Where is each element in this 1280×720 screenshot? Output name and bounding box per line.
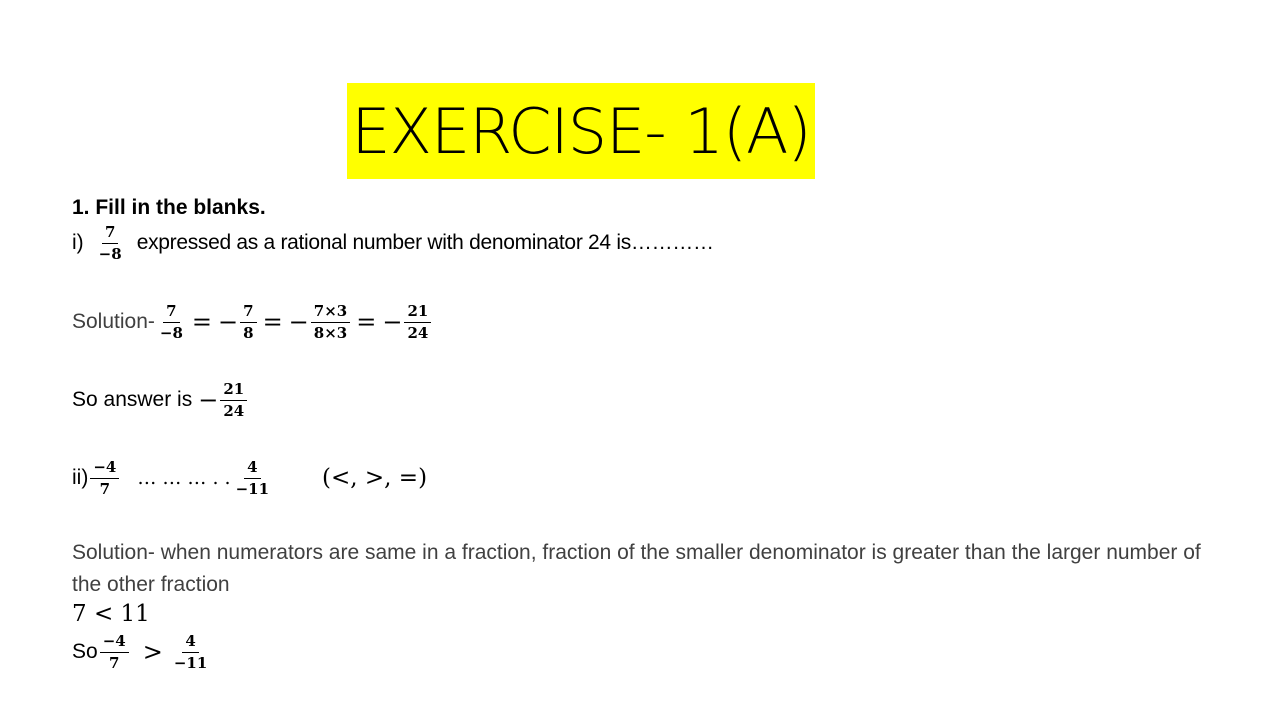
solution-i-line <box>72 303 433 341</box>
numerator: 4 <box>182 633 198 653</box>
denominator: 24 <box>407 323 429 342</box>
equals-sign: = <box>356 308 377 336</box>
minus-sign: − <box>382 308 403 336</box>
denominator: −8 <box>159 323 183 342</box>
solution-ii-paragraph: Solution- when numerators are same in a fraction, fraction of the smaller denominator is greater than the larger number of the other fraction <box>72 541 1201 596</box>
numerator: 7 <box>102 224 118 244</box>
denominator: −11 <box>173 653 208 672</box>
denominator: 24 <box>223 401 245 420</box>
question-heading <box>72 196 266 220</box>
fraction <box>157 303 186 341</box>
part-i-line <box>72 224 714 262</box>
numerator: 21 <box>220 381 247 401</box>
denominator: 8×3 <box>313 323 348 342</box>
compare-line <box>72 601 150 627</box>
compare-text: 7 < 11 <box>72 601 150 627</box>
blank-dots: … … … . . <box>137 467 231 489</box>
fraction <box>171 633 210 671</box>
fraction <box>311 303 350 341</box>
minus-sign: − <box>198 386 219 414</box>
fraction <box>240 303 256 341</box>
numerator: 4 <box>244 459 260 479</box>
question-text: 1. Fill in the blanks. <box>72 196 266 219</box>
minus-sign: − <box>288 308 309 336</box>
title-banner <box>347 83 815 179</box>
numerator: 7 <box>240 303 256 323</box>
denominator: 7 <box>99 479 111 498</box>
denominator: −8 <box>98 244 122 263</box>
answer-i-line <box>72 381 249 419</box>
numerator: 7 <box>163 303 179 323</box>
numerator: −4 <box>90 459 119 479</box>
comparison-options: (<, >, =) <box>322 465 428 491</box>
fraction <box>220 381 247 419</box>
conclusion-line <box>72 633 212 671</box>
numerator: −4 <box>100 633 129 653</box>
so-text: So <box>72 640 98 663</box>
fraction <box>404 303 431 341</box>
denominator: 7 <box>108 653 120 672</box>
greater-than-sign: > <box>142 638 163 666</box>
answer-text: So answer is <box>72 388 193 411</box>
fraction <box>96 224 125 262</box>
part-ii-line <box>72 459 427 497</box>
page-title: EXERCISE- 1(A) <box>351 94 811 168</box>
part-i-label: i) <box>72 231 84 254</box>
part-ii-label: ii) <box>72 466 89 489</box>
equals-sign: = <box>262 308 283 336</box>
denominator: −11 <box>235 479 270 498</box>
numerator: 7×3 <box>311 303 350 323</box>
numerator: 21 <box>404 303 431 323</box>
solution-label: Solution- <box>72 310 155 333</box>
fraction <box>100 633 129 671</box>
fraction <box>233 459 272 497</box>
equals-sign: = <box>191 308 213 336</box>
denominator: 8 <box>243 323 254 342</box>
fraction <box>90 459 119 497</box>
part-i-text: expressed as a rational number with denominator 24 is………… <box>136 231 714 254</box>
minus-sign: − <box>218 308 239 336</box>
